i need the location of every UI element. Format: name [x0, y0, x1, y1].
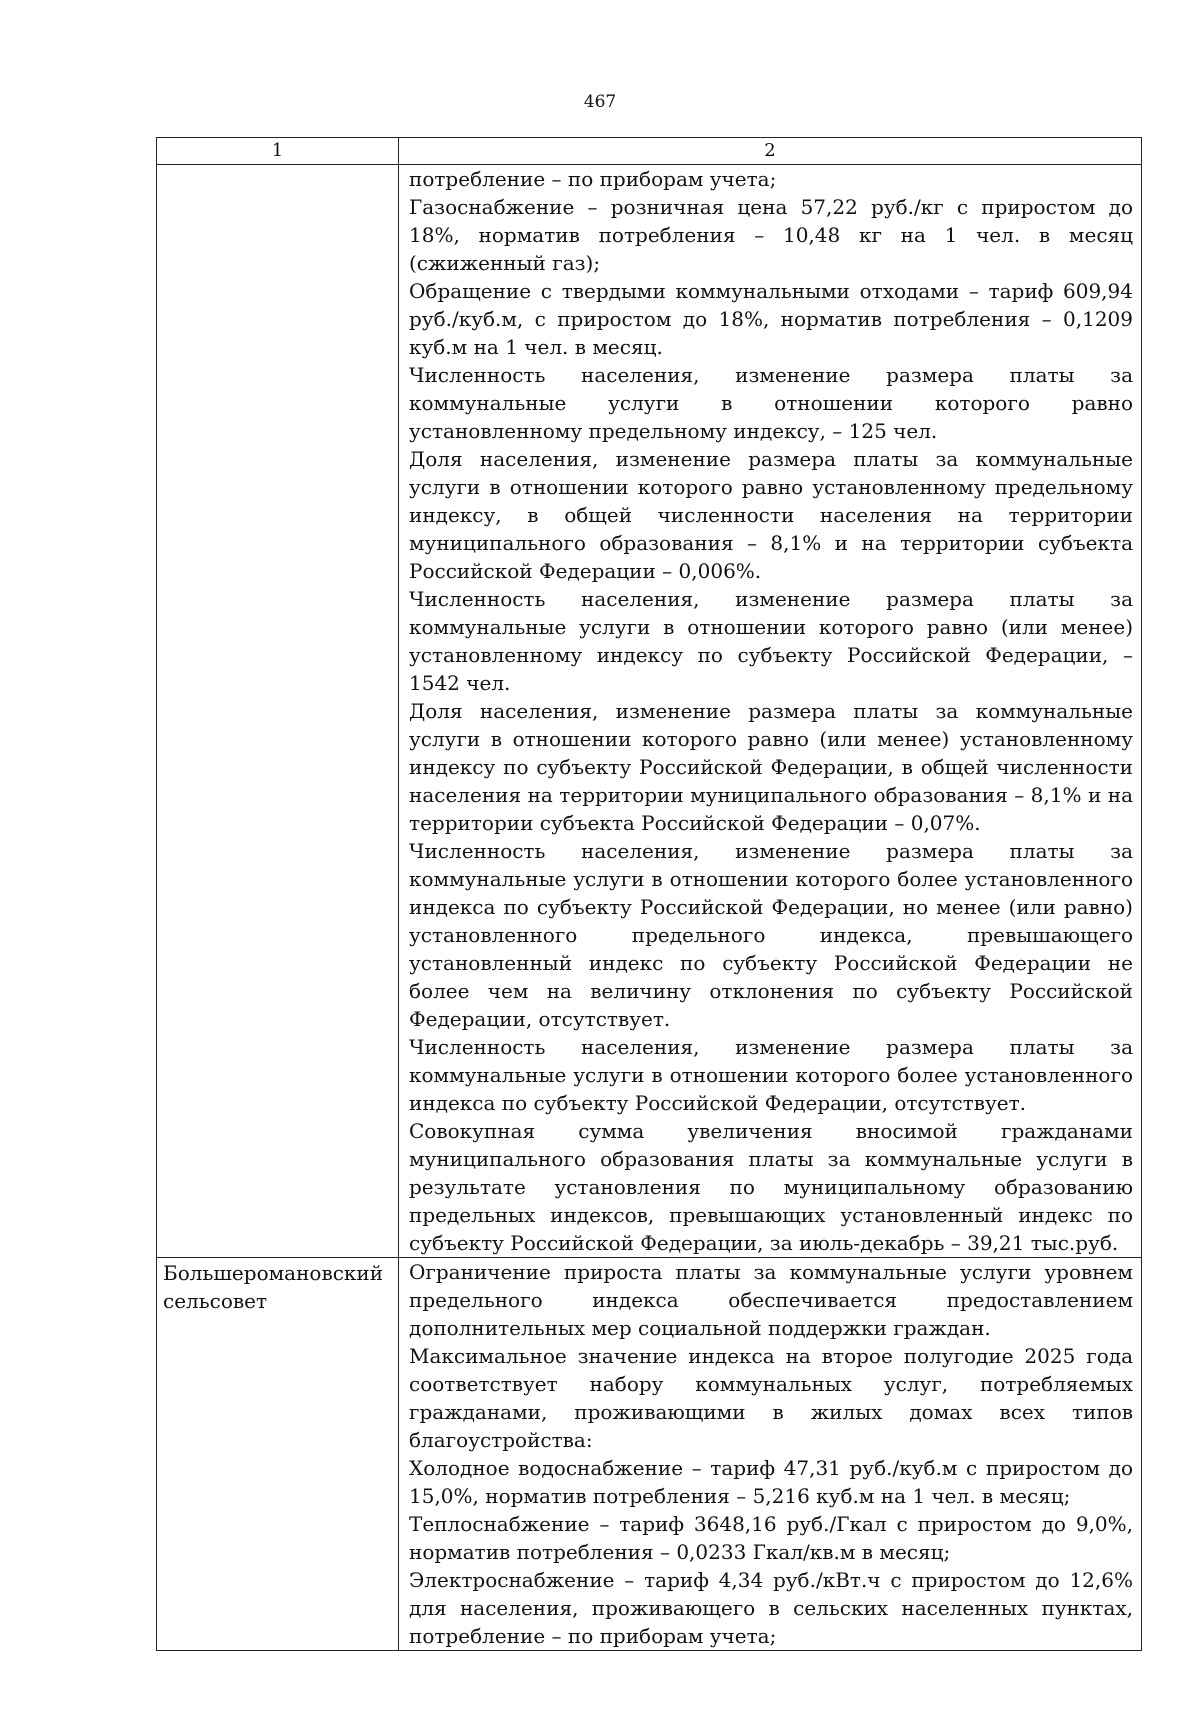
description-cell [399, 1258, 1142, 1651]
table-row [157, 1258, 1142, 1651]
paragraph: Доля населения, изменение размера платы за коммунальные услуги в отношении которого равно установленному предельному индексу, в общей численности населения на территории муниципального образования – 8,1% и на территории субъекта Российской Федерации – 0,006%. [409, 447, 1133, 583]
paragraph: Численность населения, изменение размера платы за коммунальные услуги в отношении которого равно установленному предельному индексу, – 125 чел. [409, 363, 1133, 443]
municipality-cell [157, 165, 399, 1258]
paragraph: Численность населения, изменение размера платы за коммунальные услуги в отношении которого более установленного индекса по субъекту Российской Федерации, но менее (или равно) установленного предельного индекса, превышающего установленный индекс по субъекту Российской Федерации не более чем на величину отклонения по субъекту Российской Федерации, отсутствует. [409, 839, 1133, 1031]
column-header-2: 2 [399, 138, 1142, 165]
municipality-name: Большеромановский сельсовет [163, 1261, 384, 1313]
paragraph: Численность населения, изменение размера платы за коммунальные услуги в отношении которого более установленного индекса по субъекту Российской Федерации, отсутствует. [409, 1035, 1133, 1115]
table-row [157, 165, 1142, 1258]
paragraph: Газоснабжение – розничная цена 57,22 руб./кг с приростом до 18%, норматив потребления – 10,48 кг на 1 чел. в месяц (сжиженный газ); [409, 195, 1133, 275]
municipality-name [157, 165, 398, 166]
paragraph: Обращение с твердыми коммунальными отходами – тариф 609,94 руб./куб.м, с приростом до 18%, норматив потребления – 0,1209 куб.м на 1 чел. в месяц. [409, 279, 1133, 359]
paragraph: Холодное водоснабжение – тариф 47,31 руб./куб.м с приростом до 15,0%, норматив потребления – 5,216 куб.м на 1 чел. в месяц; [409, 1456, 1133, 1508]
paragraph: Доля населения, изменение размера платы за коммунальные услуги в отношении которого равно (или менее) установленному индексу по субъекту Российской Федерации, в общей численности населения на территории муниципального образования – 8,1% и на территории субъекта Российской Федерации – 0,07%. [409, 699, 1133, 835]
paragraph: Совокупная сумма увеличения вносимой гражданами муниципального образования платы за коммунальные услуги в результате установления по муниципальному образованию предельных индексов, превышающих установленный индекс по субъекту Российской Федерации, за июль-декабрь – 39,21 тыс.руб. [409, 1119, 1133, 1255]
paragraph: Максимальное значение индекса на второе полугодие 2025 года соответствует набору коммунальных услуг, потребляемых гражданами, проживающими в жилых домах всех типов благоустройства: [409, 1344, 1133, 1452]
column-header-1: 1 [157, 138, 399, 165]
page-number: 467 [583, 92, 617, 112]
paragraph: Электроснабжение – тариф 4,34 руб./кВт.ч с приростом до 12,6% для населения, проживающего в сельских населенных пунктах, потребление – по приборам учета; [409, 1568, 1133, 1648]
table-header-row [157, 138, 1142, 165]
paragraph: Ограничение прироста платы за коммунальные услуги уровнем предельного индекса обеспечивается предоставлением дополнительных мер социальной поддержки граждан. [409, 1260, 1133, 1340]
paragraph: Численность населения, изменение размера платы за коммунальные услуги в отношении которого равно (или менее) установленному индексу по субъекту Российской Федерации, – 1542 чел. [409, 587, 1133, 695]
paragraph: потребление – по приборам учета; [409, 167, 777, 191]
description-cell [399, 165, 1142, 1258]
paragraph: Теплоснабжение – тариф 3648,16 руб./Гкал с приростом до 9,0%, норматив потребления – 0,0233 Гкал/кв.м в месяц; [409, 1512, 1133, 1564]
municipality-cell [157, 1258, 399, 1651]
document-table [156, 137, 1142, 1651]
